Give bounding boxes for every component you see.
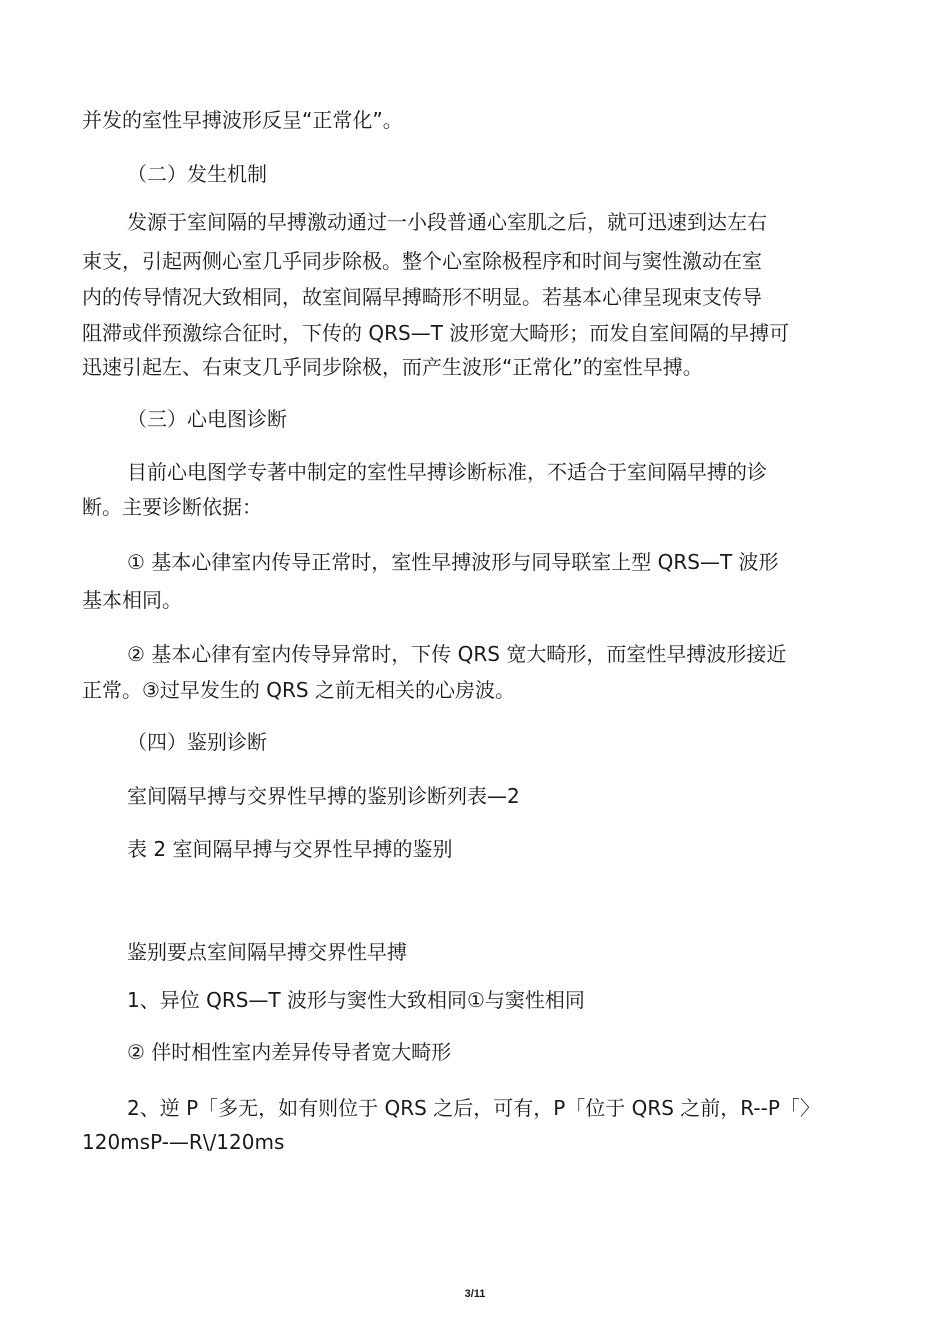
table-row: 鉴别要点室间隔早搏交界性早搏 [127, 940, 407, 964]
list-item-line: 正常。③过早发生的 QRS 之前无相关的心房波。 [82, 678, 515, 702]
paragraph-line: 并发的室性早搏波形反呈“正常化”。 [82, 108, 403, 132]
list-item-line: ② 基本心律有室内传导异常时，下传 QRS 宽大畸形，而室性早搏波形接近 [127, 642, 787, 666]
paragraph-line: 内的传导情况大致相同，故室间隔早搏畸形不明显。若基本心律呈现束支传导 [82, 285, 762, 309]
paragraph-line: 室间隔早搏与交界性早搏的鉴别诊断列表—2 [127, 784, 520, 808]
section-heading: （三）心电图诊断 [127, 407, 287, 431]
section-heading: （四）鉴别诊断 [127, 730, 267, 754]
page-number: 3/11 [464, 1288, 486, 1300]
table-row: 120msP-—R\/120ms [82, 1130, 285, 1154]
list-item-line: ① 基本心律室内传导正常时，室性早搏波形与同导联室上型 QRS—T 波形 [127, 550, 779, 574]
table-row: 1、异位 QRS—T 波形与窦性大致相同①与窦性相同 [127, 988, 585, 1012]
paragraph-line: 发源于室间隔的早搏激动通过一小段普通心室肌之后，就可迅速到达左右 [127, 210, 767, 234]
paragraph-line: 阻滞或伴预激综合征时，下传的 QRS—T 波形宽大畸形；而发自室间隔的早搏可 [82, 321, 790, 345]
list-item-line: 基本相同。 [82, 588, 182, 612]
section-heading: （二）发生机制 [127, 162, 267, 186]
paragraph-line: 目前心电图学专著中制定的室性早搏诊断标准，不适合于室间隔早搏的诊 [127, 460, 767, 484]
table-row: 2、逆 P「多无，如有则位于 QRS 之后，可有，P「位于 QRS 之前，R--P「〉 [127, 1096, 820, 1120]
paragraph-line: 束支，引起两侧心室几乎同步除极。整个心室除极程序和时间与窦性激动在室 [82, 249, 762, 273]
paragraph-line: 迅速引起左、右束支几乎同步除极，而产生波形“正常化”的室性早搏。 [82, 355, 703, 379]
table-caption: 表 2 室间隔早搏与交界性早搏的鉴别 [127, 837, 453, 861]
paragraph-line: 断。主要诊断依据： [82, 495, 262, 519]
table-row: ② 伴时相性室内差异传导者宽大畸形 [127, 1040, 452, 1064]
